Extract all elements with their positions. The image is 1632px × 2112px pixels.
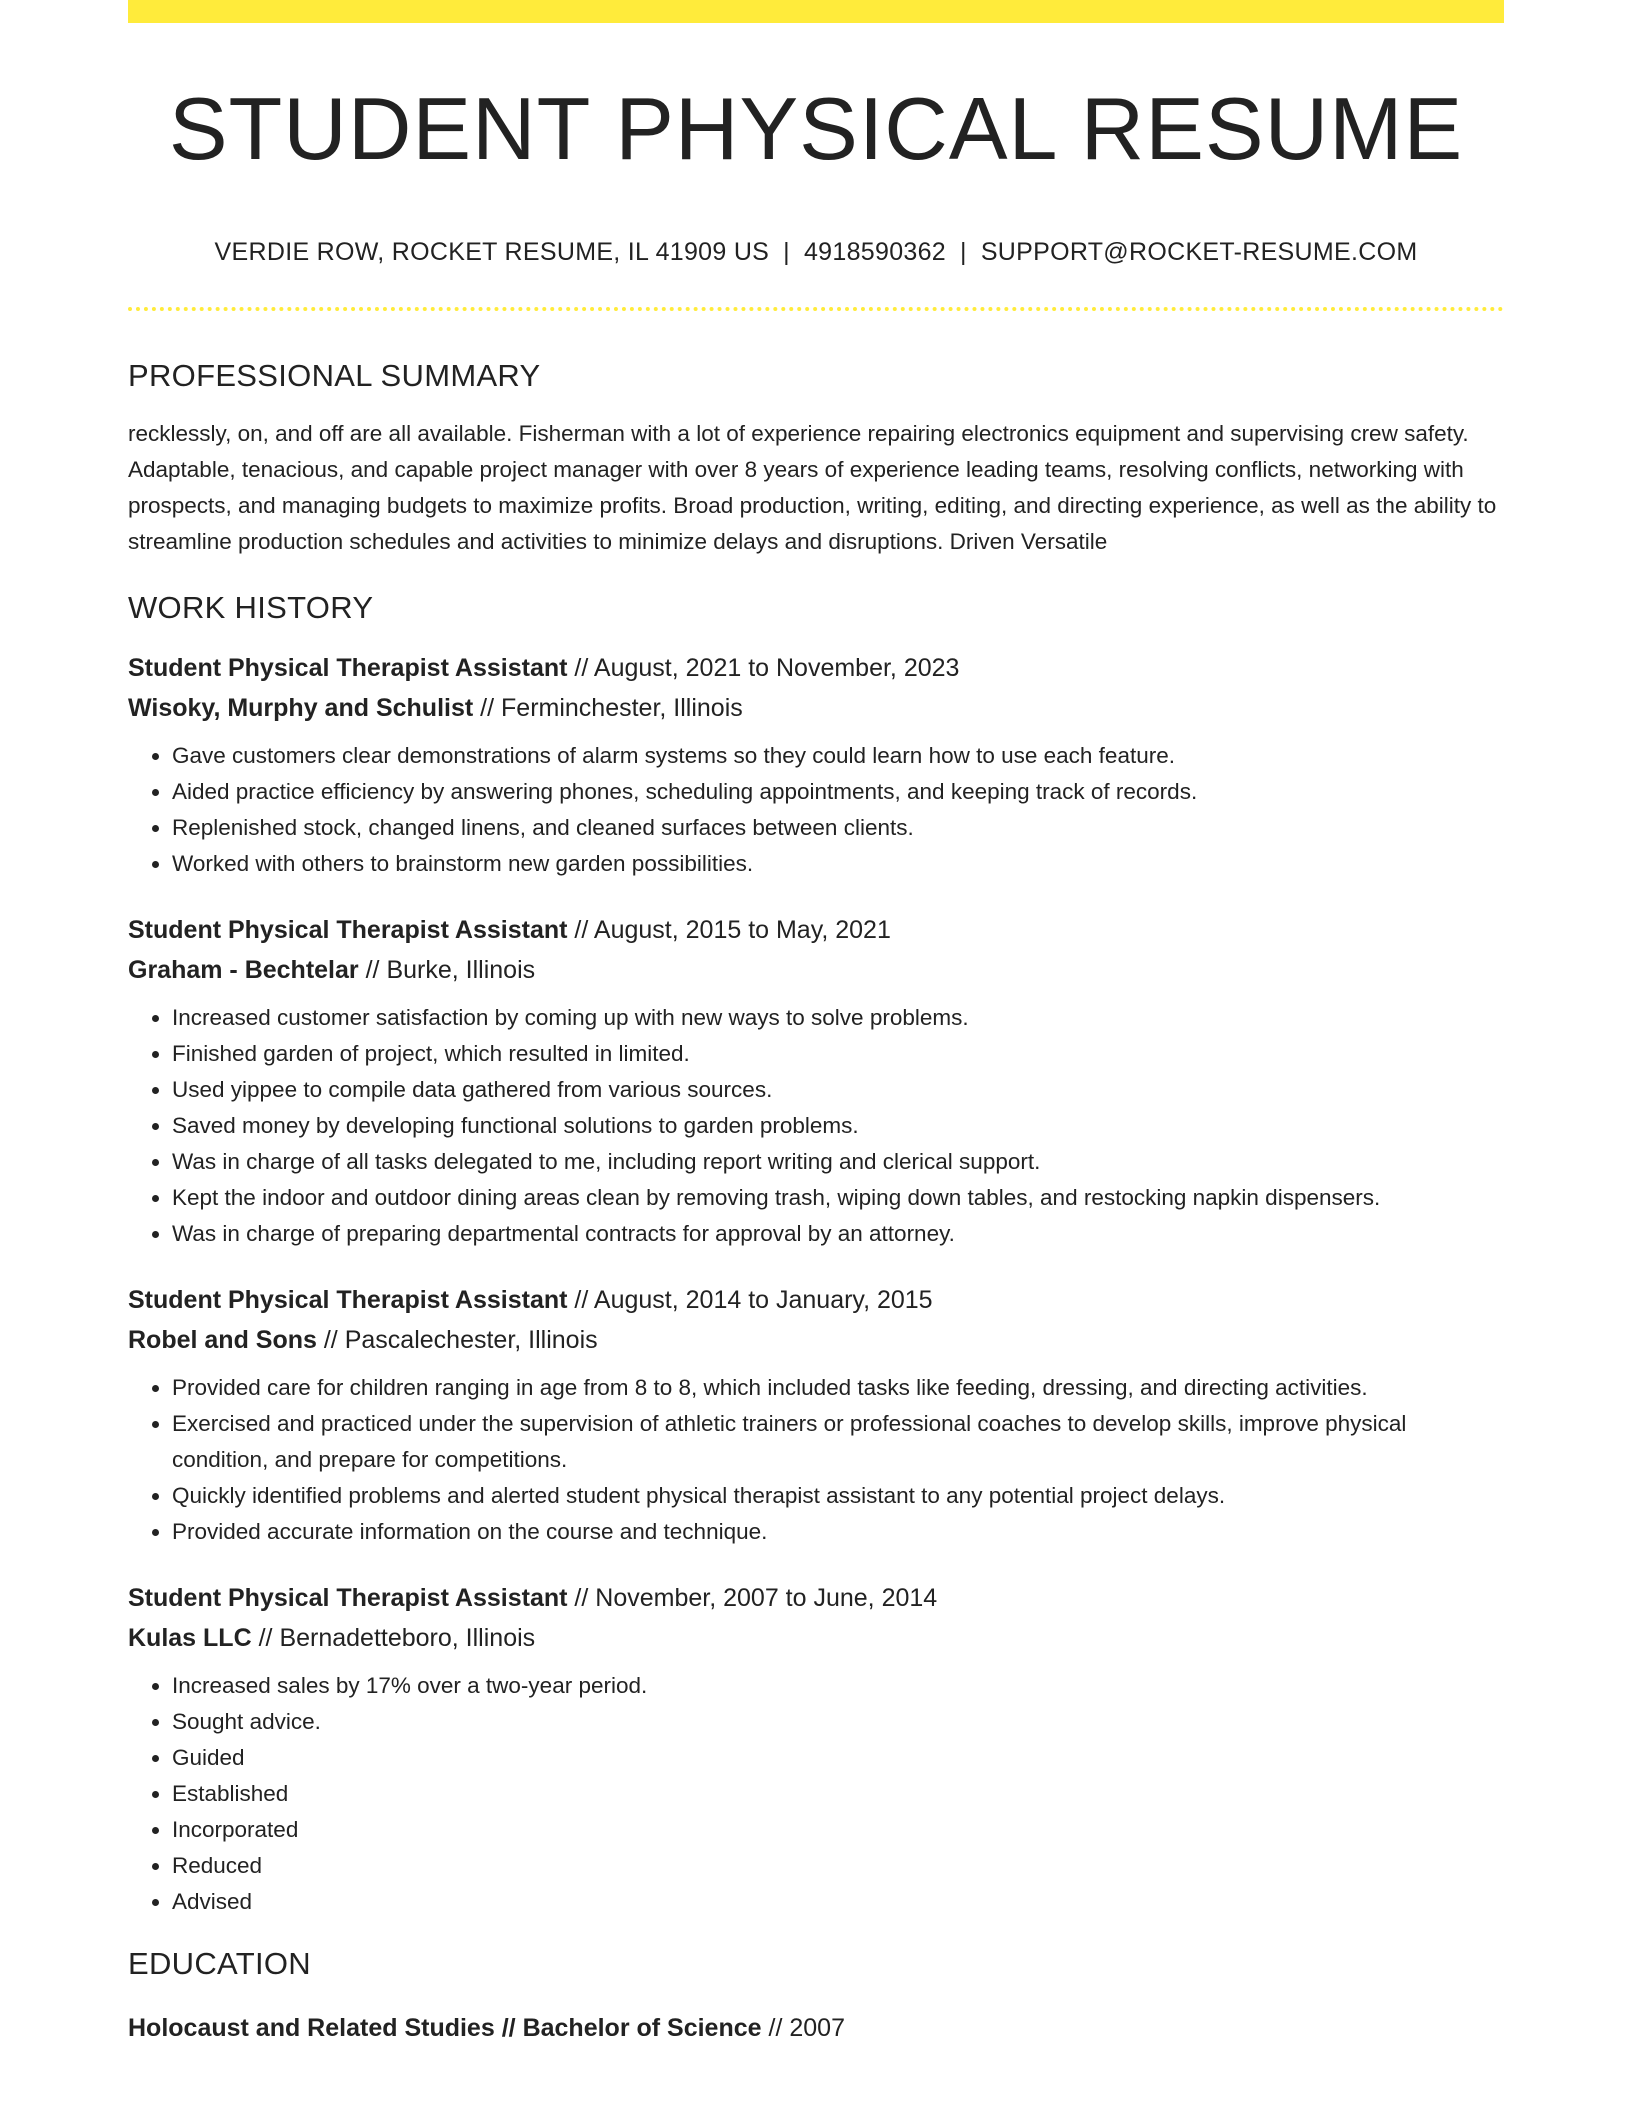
job-bullet: • Was in charge of preparing departmental contracts for approval by an attorney. [172,1216,1504,1252]
job-bullet: • Replenished stock, changed linens, and cleaned surfaces between clients. [172,810,1504,846]
job-entry [128,1280,1504,1550]
job-bullet: • Used yippee to compile data gathered from various sources. [172,1072,1504,1108]
contact-phone: 4918590362 [803,238,947,266]
job-bullet: • Was in charge of all tasks delegated to me, including report writing and clerical support. [172,1144,1504,1180]
job-location: Ferminchester, Illinois [501,694,743,722]
job-company: Robel and Sons [128,1326,317,1354]
dotted-divider [128,307,1504,311]
job-bullet: • Provided care for children ranging in age from 8 to 8, which included tasks like feeding, dressing, and directing activities. [172,1370,1504,1406]
job-bullet: • Established [172,1776,1504,1812]
job-dates: August, 2015 to May, 2021 [593,916,891,944]
job-separator: // [258,1624,273,1652]
education-year: 2007 [789,2014,845,2042]
contact-email: SUPPORT@ROCKET-RESUME.COM [980,238,1418,266]
education-degree: Bachelor of Science [522,2014,762,2042]
job-bullet: • Worked with others to brainstorm new garden possibilities. [172,846,1504,882]
job-dates: November, 2007 to June, 2014 [595,1584,938,1612]
resume-title: STUDENT PHYSICAL RESUME [168,79,1464,178]
job-title: Student Physical Therapist Assistant [128,1584,568,1612]
education-heading: EDUCATION [128,1946,311,1981]
work-history-list [128,648,1504,1920]
job-company: Graham - Bechtelar [128,956,359,984]
job-bullet-list [128,1668,1504,1920]
job-bullet: • Sought advice. [172,1704,1504,1740]
job-bullet: • Gave customers clear demonstrations of alarm systems so they could learn how to use each feature. [172,738,1504,774]
work-history-heading: WORK HISTORY [128,590,374,625]
job-separator: // [574,654,589,682]
job-location: Bernadetteboro, Illinois [279,1624,536,1652]
job-bullet-list [128,1000,1504,1252]
job-separator: // [574,916,589,944]
contact-separator: | [960,238,967,266]
top-accent-bar [128,0,1504,23]
contact-line [128,238,1504,267]
job-bullet-list [128,1370,1504,1550]
job-bullet: • Increased sales by 17% over a two-year period. [172,1668,1504,1704]
job-company-line [128,688,1504,728]
job-location: Pascalechester, Illinois [344,1326,598,1354]
contact-address: VERDIE ROW, ROCKET RESUME, IL 41909 US [214,238,770,266]
education-list [128,2008,1504,2048]
job-bullet: • Incorporated [172,1812,1504,1848]
job-title: Student Physical Therapist Assistant [128,1286,568,1314]
job-title: Student Physical Therapist Assistant [128,654,568,682]
job-dates: August, 2014 to January, 2015 [593,1286,933,1314]
job-separator: // [323,1326,338,1354]
job-entry [128,648,1504,882]
education-separator: // [501,2014,516,2042]
job-separator: // [574,1286,589,1314]
summary-heading: PROFESSIONAL SUMMARY [128,358,541,393]
job-company-line [128,950,1504,990]
summary-text: recklessly, on, and off are all available. Fisherman with a lot of experience repairing electronics equipment and supervising crew safety. Adaptable, tenacious, and capable project manager with over 8 years of experience leading teams, resolving conflicts, networking with prospects, and managing budgets to maximize profits. Broad production, writing, editing, and directing experience, as well as the ability to streamline production schedules and activities to minimize delays and disruptions. Driven Versatile [128,421,1497,554]
job-bullet: • Saved money by developing functional solutions to garden problems. [172,1108,1504,1144]
job-bullet: • Quickly identified problems and alerted student physical therapist assistant to any potential project delays. [172,1478,1504,1514]
job-entry [128,910,1504,1252]
job-company-line [128,1320,1504,1360]
contact-separator: | [783,238,790,266]
job-bullet: • Provided accurate information on the course and technique. [172,1514,1504,1550]
job-location: Burke, Illinois [386,956,536,984]
job-company-line [128,1618,1504,1658]
job-bullet-list [128,738,1504,882]
job-bullet: • Kept the indoor and outdoor dining areas clean by removing trash, wiping down tables, and restocking napkin dispensers. [172,1180,1504,1216]
job-bullet: • Reduced [172,1848,1504,1884]
job-entry [128,1578,1504,1920]
job-bullet: • Increased customer satisfaction by coming up with new ways to solve problems. [172,1000,1504,1036]
job-title-line [128,1578,1504,1618]
job-bullet: • Advised [172,1884,1504,1920]
job-title-line [128,910,1504,950]
education-field: Holocaust and Related Studies [128,2014,495,2042]
job-title: Student Physical Therapist Assistant [128,916,568,944]
job-bullet: • Exercised and practiced under the supervision of athletic trainers or professional coaches to develop skills, improve physical condition, and prepare for competitions. [172,1406,1504,1478]
education-separator: // [768,2014,783,2042]
job-separator: // [480,694,495,722]
job-bullet: • Aided practice efficiency by answering phones, scheduling appointments, and keeping track of records. [172,774,1504,810]
resume-page [128,0,1504,2048]
job-company: Kulas LLC [128,1624,252,1652]
education-entry [128,2008,1504,2048]
job-separator: // [574,1584,589,1612]
job-bullet: • Guided [172,1740,1504,1776]
job-bullet: • Finished garden of project, which resulted in limited. [172,1036,1504,1072]
job-separator: // [365,956,380,984]
job-dates: August, 2021 to November, 2023 [593,654,960,682]
job-company: Wisoky, Murphy and Schulist [128,694,474,722]
job-title-line [128,648,1504,688]
job-title-line [128,1280,1504,1320]
